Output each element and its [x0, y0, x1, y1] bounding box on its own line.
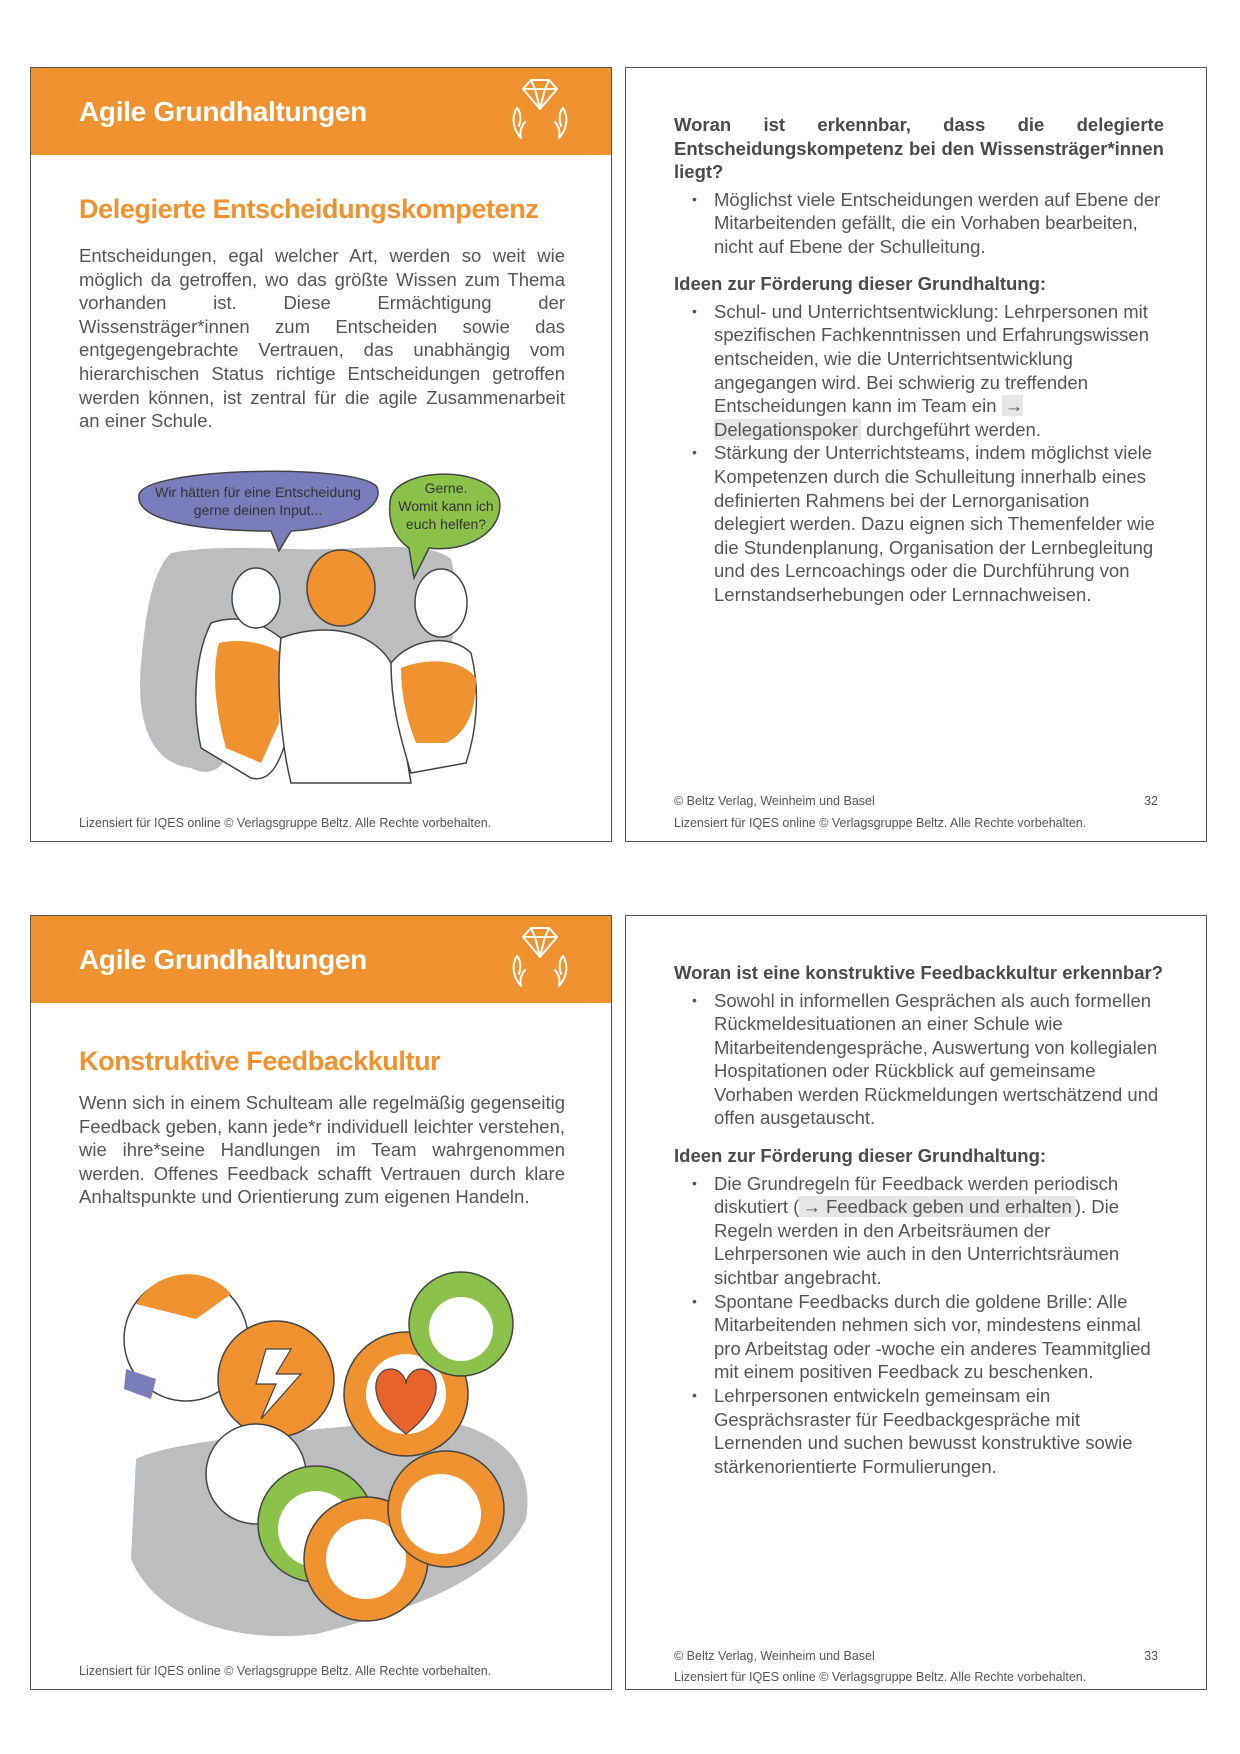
section-title: Delegierte Entscheidungskompetenz — [79, 194, 539, 224]
person-left-head — [232, 568, 280, 628]
intro-text: Entscheidungen, egal welcher Art, werden so weit wie möglich da getroffen, wo das größte Wissen zum Thema vorhanden ist. Diese Ermächtigung der Wissensträger*innen zum Entscheiden sowie das entgegengebrachte Vertrauen, das unabhängig vom hierarchischen Status richtige Entscheidungen getroffen werden können, ist zentral für die agile Zusammenarbeit an einer Schule. — [79, 245, 565, 432]
ideas-list — [674, 1172, 1164, 1479]
person-center-head — [307, 550, 375, 626]
diamond-in-hands-icon — [509, 924, 571, 994]
page-number: 32 — [1144, 794, 1158, 808]
list-item-text: ). Die Regeln werden in den Arbeitsräumen der Lehrpersonen wie auch in den Unterrichtsräumen sichtbar angebracht. — [714, 1196, 1120, 1288]
list-item — [714, 1172, 1164, 1290]
license-note: Lizensiert für IQES online © Verlagsgruppe Beltz. Alle Rechte vorbehalten. — [79, 816, 492, 830]
list-item: • Sowohl in informellen Gesprächen als auch formellen Rückmeldesituationen an einer Schule wie Mitarbeitendengespräche, Auswertung von kollegialen Hospitationen oder Rückblick auf gemeinsame Vorhaben werden Rückmeldungen wertschätzend und offen ausgetauscht. — [714, 989, 1164, 1131]
list-item: • Möglichst viele Entscheidungen werden auf Ebene der Mitarbeitenden gefällt, die ein Vorhaben bearbeiten, nicht auf Ebene der Schulleitung. — [714, 188, 1164, 259]
bubble-right-line-1: Gerne. — [424, 480, 468, 496]
illustration-team-conversation — [131, 463, 521, 793]
license-note: Lizensiert für IQES online © Verlagsgruppe Beltz. Alle Rechte vorbehalten. — [674, 816, 1087, 830]
list-item: • Spontane Feedbacks durch die goldene Brille: Alle Mitarbeitenden nehmen sich vor, mindestens einmal pro Arbeitstag oder -woche ein anderes Teammitglied mit einem positiven Feedback zu beschenken. — [714, 1290, 1164, 1384]
speech-bubble-left — [139, 471, 378, 551]
delegationspoker-link[interactable]: → Delegationspoker — [714, 395, 1024, 440]
card-feedback-front — [30, 915, 612, 1690]
page-number: 33 — [1144, 1649, 1158, 1663]
illustration-feedback-bubbles — [116, 1259, 536, 1644]
bubble-right-line-3: euch helfen? — [405, 516, 487, 532]
card-delegierte-back — [625, 67, 1207, 842]
card-header — [31, 916, 611, 1003]
list-item-text: Schul- und Unterrichtsentwicklung: Lehrpersonen mit spezifischen Fachkenntnissen und Erfahrungswissen entscheiden, wie die Unterrichtsentwicklung angegangen wird. Bei schwierig zu treffenden Entscheidungen kann im Team ein — [714, 300, 1149, 417]
license-note: Lizensiert für IQES online © Verlagsgruppe Beltz. Alle Rechte vorbehalten. — [674, 1670, 1087, 1684]
indicator-list — [674, 188, 1164, 259]
bubble-left-line-1: Wir hätten für eine Entscheidung — [155, 484, 361, 500]
ideas-heading: Ideen zur Förderung dieser Grundhaltung: — [674, 1145, 1047, 1167]
list-item — [714, 300, 1164, 442]
list-item-text: durchgeführt werden. — [860, 418, 1041, 440]
card-delegierte-front — [30, 67, 612, 842]
section-title: Konstruktive Feedbackkultur — [79, 1046, 441, 1076]
bubble-left-line-2: gerne deinen Input... — [193, 502, 323, 518]
list-item-text: Die Grundregeln für Feedback werden periodisch diskutiert ( — [714, 1172, 1119, 1218]
ideas-list — [674, 300, 1164, 607]
person-right-head — [415, 569, 467, 637]
header-title: Agile Grundhaltungen — [79, 944, 367, 975]
bubble-right-line-2: Womit kann ich — [398, 498, 494, 514]
license-note: Lizensiert für IQES online © Verlagsgruppe Beltz. Alle Rechte vorbehalten. — [79, 1664, 492, 1678]
intro-text: Wenn sich in einem Schulteam alle regelmäßig gegenseitig Feedback geben, kann jede*r individuell leichter verstehen, wie ihre*seine Handlungen im Team wahrgenommen werden. Offenes Feedback schafft Vertrauen durch klare Anhaltspunkte und Orientierung zum eigenen Handeln. — [79, 1092, 565, 1208]
list-item: • Lehrpersonen entwickeln gemeinsam ein Gesprächsraster für Feedbackgespräche mit Lernenden und suchen bewusst konstruktive sowie stärkenorientierte Formulierungen. — [714, 1384, 1164, 1478]
copyright-note: © Beltz Verlag, Weinheim und Basel — [674, 794, 875, 808]
indicator-list — [674, 989, 1164, 1131]
header-title: Agile Grundhaltungen — [79, 96, 367, 127]
question-heading: Woran ist erkennbar, dass die delegierte Entscheidungskompetenz bei den Wissensträger*innen liegt? — [674, 114, 1164, 182]
card-feedback-back — [625, 915, 1207, 1690]
diamond-in-hands-icon — [509, 76, 571, 146]
ideas-heading: Ideen zur Förderung dieser Grundhaltung: — [674, 273, 1047, 295]
copyright-note: © Beltz Verlag, Weinheim und Basel — [674, 1649, 875, 1663]
question-heading: Woran ist eine konstruktive Feedbackkultur erkennbar? — [674, 962, 1164, 983]
feedback-geben-link[interactable]: → Feedback geben und erhalten — [799, 1196, 1074, 1217]
list-item: • Stärkung der Unterrichtsteams, indem möglichst viele Kompetenzen durch die Schulleitung innerhalb eines definierten Rahmens bei der Lernorganisation delegiert werden. Dazu eignen sich Themenfelder wie die Stundenplanung, Organisation der Lernbegleitung und des Lerncoachings oder die Durchführung von Lernstandserhebungen oder Lernnachweisen. — [714, 441, 1164, 606]
card-header — [31, 68, 611, 155]
